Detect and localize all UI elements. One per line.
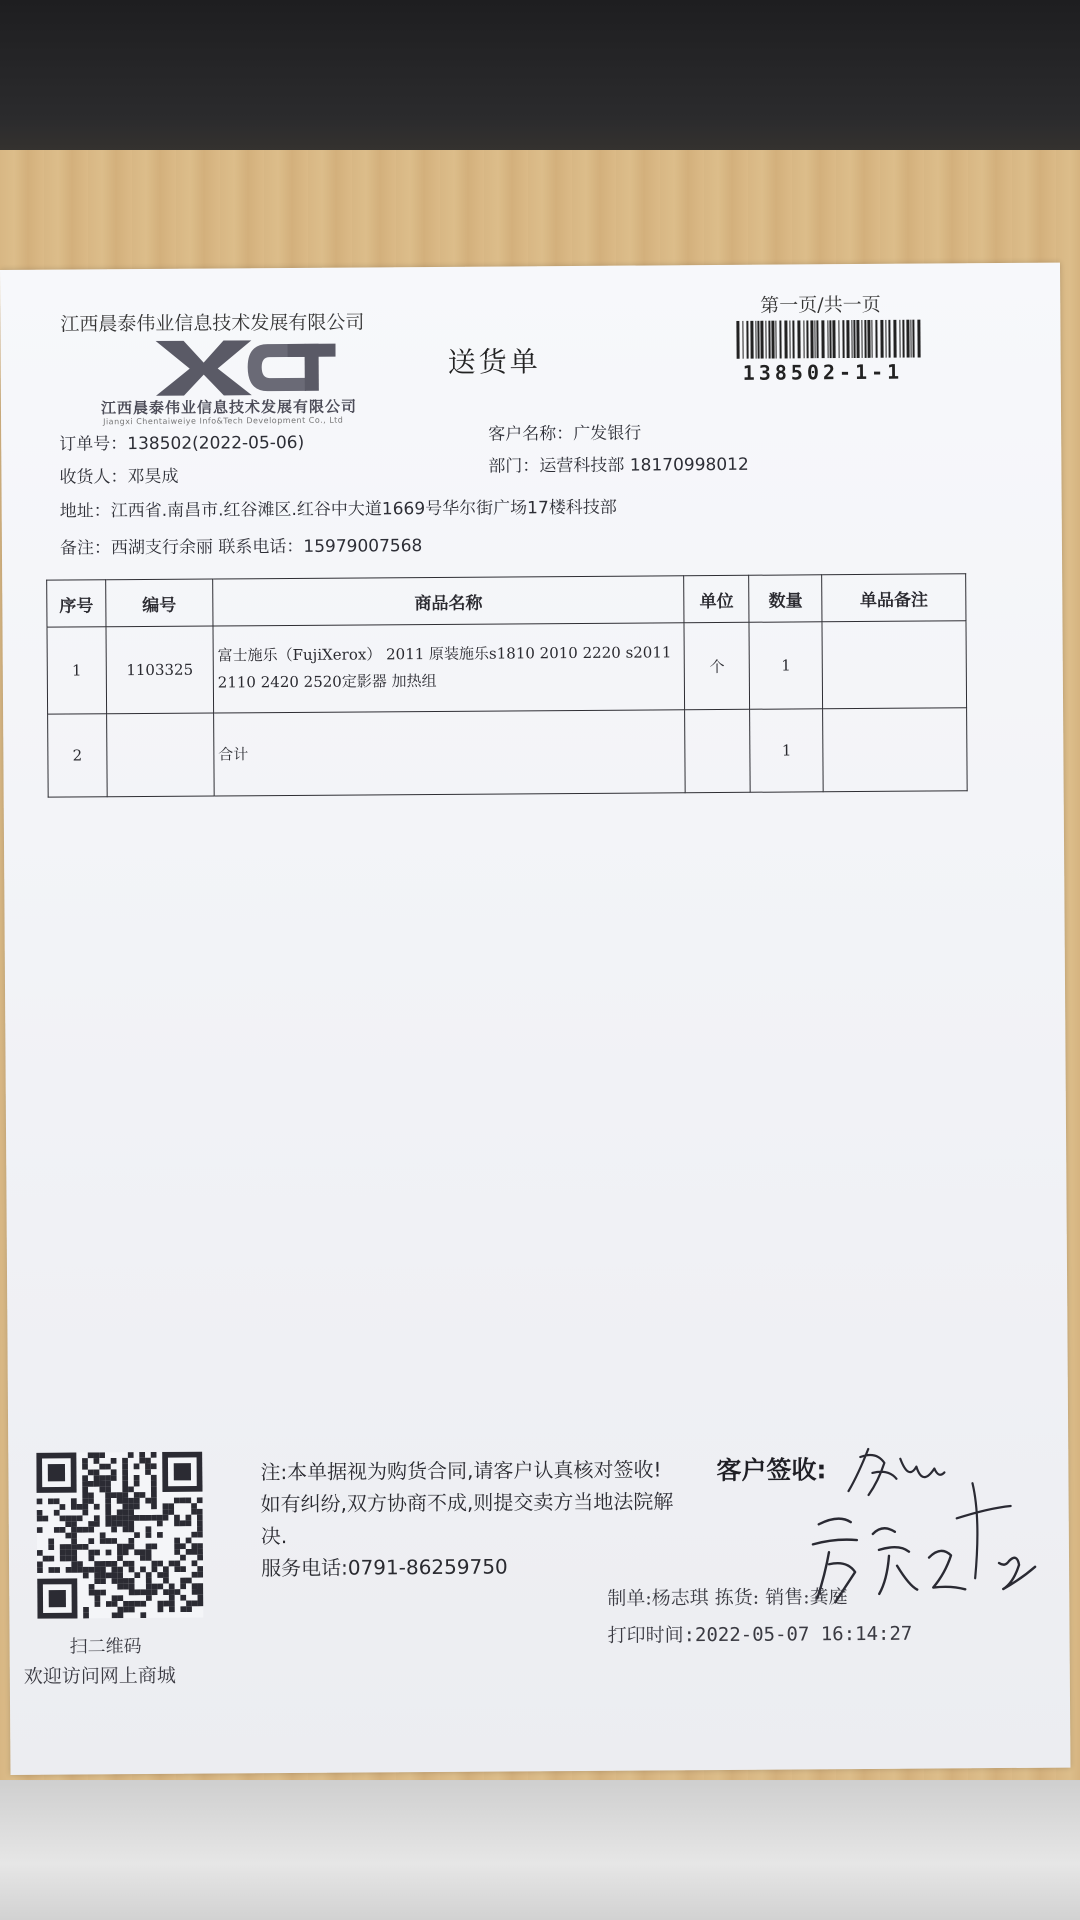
order-remark: 备注：西湖支行余丽 联系电话：15979007568 (59, 536, 423, 559)
document-title: 送货单 (447, 345, 541, 379)
barcode-number: 138502-1-1 (742, 359, 904, 385)
signature-label: 客户签收: (716, 1455, 827, 1486)
logo-company-en: Jiangxi Chentaiweiye Info&Tech Development Co., Ltd (103, 415, 344, 427)
cell-index: 1 (47, 627, 107, 714)
header-item-remark: 单品备注 (822, 574, 966, 622)
cell-code: 1103325 (106, 626, 214, 714)
header-quantity: 数量 (749, 575, 822, 623)
xct-logo-icon (155, 340, 335, 396)
cell-product-name: 富士施乐（FujiXerox） 2011 原装施乐s1810 2010 2220 s2011 2110 2420 2520定影器 加热组 (213, 623, 685, 713)
company-name: 江西晨泰伟业信息技术发展有限公司 (60, 311, 365, 336)
cell-product-name: 合计 (213, 710, 685, 796)
customer-department: 部门：运营科技部 18170998012 (488, 454, 749, 477)
cell-item-remark (823, 708, 967, 792)
service-phone: 服务电话:0791-86259750 (260, 1554, 508, 1581)
cell-quantity: 1 (750, 709, 823, 793)
qr-sublabel: 欢迎访问网上商城 (23, 1664, 176, 1688)
table-header-row (47, 574, 966, 627)
page-indicator: 第一页/共一页 (760, 293, 881, 317)
dark-background-band (0, 0, 1080, 170)
cell-unit (685, 709, 750, 792)
qr-code-icon (36, 1452, 203, 1619)
cell-quantity: 1 (749, 622, 823, 710)
delivery-address: 地址：江西省.南昌市.红谷滩区.红谷中大道1669号华尔街广场17楼科技部 (59, 497, 617, 522)
header-product-name: 商品名称 (213, 576, 685, 626)
table-row-total (48, 708, 968, 797)
consignee: 收货人：邓昊成 (59, 466, 179, 488)
cell-index: 2 (48, 714, 108, 797)
cell-unit: 个 (684, 622, 750, 709)
barcode-icon (735, 320, 923, 359)
cloth-background (0, 1780, 1080, 1920)
table-row (47, 621, 967, 714)
items-table (46, 573, 967, 797)
qr-label: 扫二维码 (69, 1636, 142, 1658)
delivery-note-paper (0, 263, 1070, 1775)
header-code: 编号 (106, 579, 213, 627)
header-index: 序号 (47, 580, 106, 627)
staff-line: 制单:杨志琪 拣货: 销售:龚庭 (607, 1586, 848, 1610)
contract-note (260, 1453, 681, 1584)
header-unit: 单位 (684, 575, 749, 622)
company-logo (101, 339, 402, 431)
cell-item-remark (822, 621, 966, 709)
logo-company-cn: 江西晨泰伟业信息技术发展有限公司 (100, 397, 358, 418)
cell-code (107, 713, 215, 797)
customer-name: 客户名称：广发银行 (488, 423, 642, 445)
note-text: 注:本单据视为购货合同,请客户认真核对签收!如有纠纷,双方协商不成,则提交卖方当地法院解决. (260, 1457, 674, 1549)
print-time: 打印时间:2022-05-07 16:14:27 (607, 1622, 913, 1647)
order-number: 订单号：138502(2022-05-06) (59, 432, 305, 455)
